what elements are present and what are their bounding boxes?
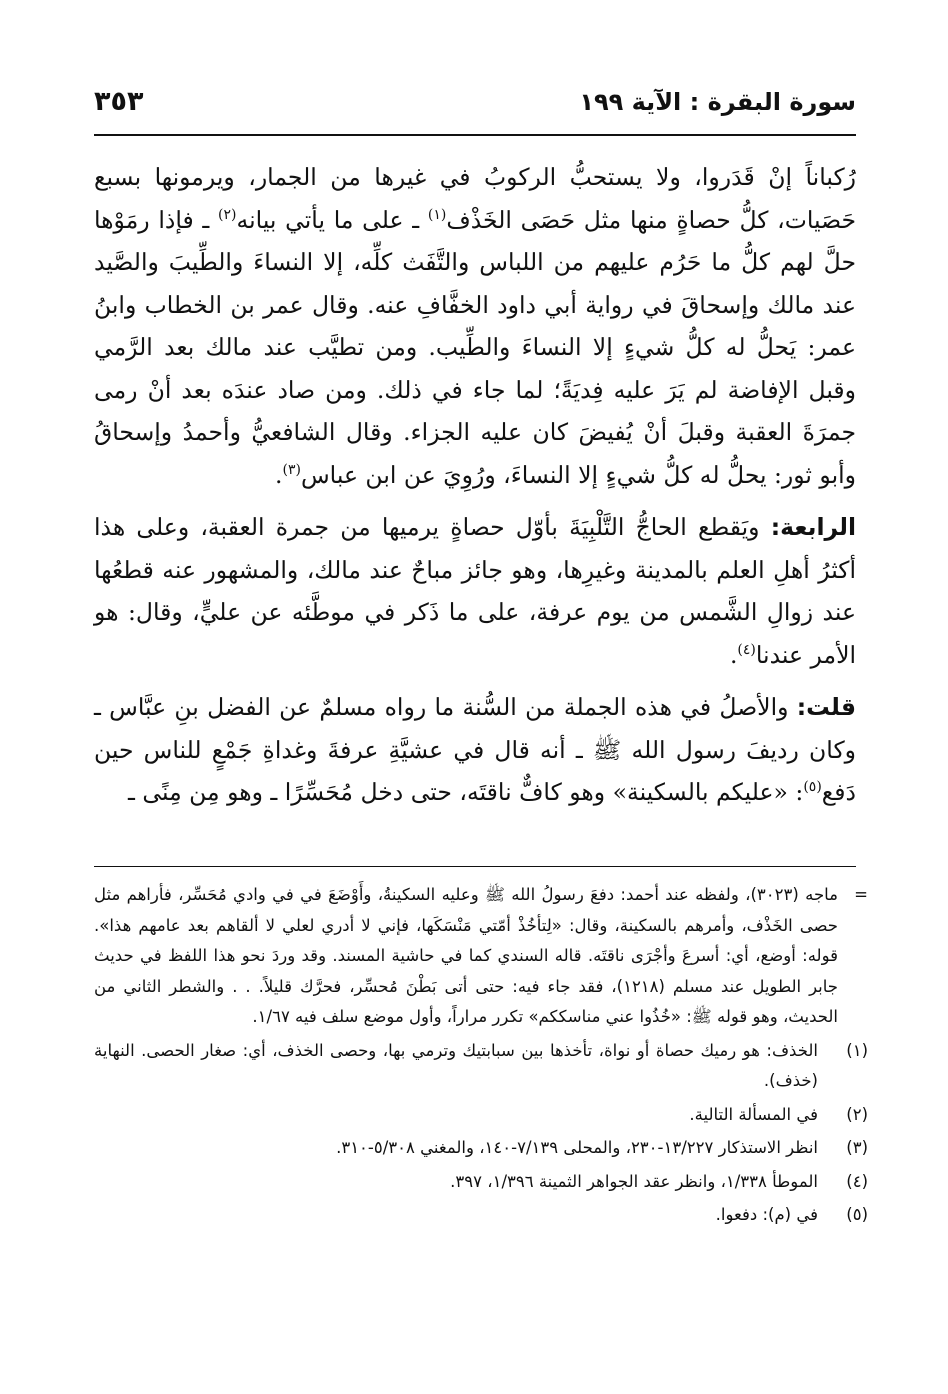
footnote-text: الخذف: هو رميك حصاة أو نواة، تأخذها بين سبابتيك وترمي بها، وحصى الخذف، أي: صغار الحصى. النهاية (خذف). [94, 1040, 818, 1090]
p1-text-2: ـ على ما يأتي بيانه [236, 205, 428, 234]
footnote-1 [94, 1036, 868, 1097]
footnote-text: في المسألة التالية. [689, 1104, 818, 1124]
footnote-number: (١) [846, 1040, 868, 1060]
page-number: ٣٥٣ [94, 86, 144, 117]
issue-heading-fourth: الرابعة: [770, 513, 856, 541]
page-header [94, 84, 856, 130]
header-divider [94, 134, 856, 136]
footnote-5 [94, 1200, 868, 1231]
p1-text-1: رُكباناً إنْ قَدَروا، ولا يستحبُّ الركوبُ في غيرها من الجمار، ويرمونها بسبع حَصَيات، كلُّ حصاةٍ منها مثل حَصَى الخَذْف [94, 163, 857, 234]
footnote-ref-1: (١) [427, 206, 447, 223]
footnote-ref-3: (٣) [282, 461, 301, 478]
footnote-number: (٤) [846, 1171, 868, 1191]
running-title: سورة البقرة : الآية ١٩٩ [579, 88, 856, 116]
p3-text-2: : «عليكم بالسكينة» وهو كافٌّ ناقتَه، حتى دخل مُحَسِّرًا ـ وهو مِن مِنًى ـ [128, 778, 804, 806]
footnote-2 [94, 1100, 868, 1131]
footnote-text: في (م): دفعوا. [715, 1205, 818, 1224]
footnote-divider [94, 866, 856, 867]
footnote-ref-4: (٤) [737, 641, 756, 658]
continuation-text: ماجه (٣٠٢٣)، ولفظه عند أحمد: دفعَ رسولُ الله ﷺ وعليه السكينةُ، وأَوْضَعَ في في وادي مُحَسِّر، فأراهم مثل حصى الخَذْف، وأمرهم بالسكينة، وقال: «لِتأخُذْ أمّتي مَنْسَكَها، فإني لا أدري لعلي لا ألقاهم بعد عامهم هذا». قوله: أوضع، أي: أسرعَ وأجْرَى ناقتَه. قاله السندي كما في حاشية المسند. وقد وردَ نحو هذا اللفظ في حديث جابر الطويل عند مسلم (١٢١٨)، فقد جاء فيه: حتى أتى بَطْنَ مُحسِّر، فحرَّك قليلاً. . . والشطر الثاني من الحديث، وهو قوله ﷺ: «خُذُوا عني مناسككم» تكرر مراراً، وأول موضع سلف فيه ١/٦٧. [94, 885, 839, 1026]
p2-text-2: . [729, 640, 738, 669]
p2-text-1: ويَقطع الحاجُّ التَّلْبِيَةَ بأوّل حصاةٍ يرميها من جمرة العقبة، وعلى هذا أكثرُ أهلِ العلم بالمدينة وغيرِها، وهو جائز مباحٌ عند مالك، والمشهور عنه قطعُها عند زوالِ الشَّمس من يوم عرفة، على ما ذَكر في موطَّئه عن عليٍّ، وقال: هو الأمر عندنا [94, 513, 856, 669]
main-text [94, 156, 856, 824]
p3-text-1: والأصلُ في هذه الجملة من السُّنة ما رواه مسلمٌ عن الفضل بنِ عبَّاس ـ وكان رديفَ رسول الله ﷺ ـ أنه قال في عشيَّةِ عرفةَ وغداةِ جَمْعٍ للناس حين دَفع [94, 693, 856, 806]
paragraph-2 [94, 506, 856, 676]
footnote-continuation [94, 880, 868, 1033]
p1-text-3: ـ فإذا رمَوْها حلَّ لهم كلُّ ما حَرُم عليهم من اللباس والتَّفَث كلِّه، إلا النساءَ والطِّيبَ والصَّيد عند مالك وإسحاقَ في رواية أبي داود الخفَّافِ عنه. وقال عمر بن الخطاب وابنُ عمر: يَحلُّ له كلُّ شيءٍ إلا النساءَ والطِّيب. ومن تطيَّب عند مالك بعد الرَّمي وقبل الإفاضة لم يَرَ عليه فِديَةً؛ لما جاء في ذلك. ومن صاد عندَه بعد أنْ رمى جمرَةَ العقبة وقبلَ أنْ يُفيضَ كان عليه الجزاء. وقال الشافعيُّ وأحمدُ وإسحاقُ وأبو ثور: يحلُّ له كلُّ شيءٍ إلا النساءَ، ورُوِيَ عن ابن عباس [94, 205, 856, 489]
footnote-text: الموطأ ١/٣٣٨، وانظر عقد الجواهر الثمينة ١/٣٩٦، ٣٩٧. [450, 1171, 818, 1191]
footnote-number: (٣) [846, 1138, 868, 1157]
footnotes [94, 880, 868, 1231]
footnote-number: (٢) [846, 1104, 868, 1124]
continuation-mark: = [854, 885, 868, 904]
p1-text-4: . [275, 460, 283, 489]
author-remark-label: قلت: [796, 693, 856, 721]
footnote-ref-5: (٥) [803, 779, 822, 796]
footnote-ref-2: (٢) [218, 206, 237, 223]
footnote-3 [94, 1133, 868, 1164]
footnote-number: (٥) [846, 1205, 868, 1224]
footnote-4 [94, 1167, 868, 1198]
footnote-text: انظر الاستذكار ١٣/٢٢٧-٢٣٠، والمحلى ٧/١٣٩-١٤٠، والمغني ٥/٣٠٨-٣١٠. [336, 1138, 818, 1157]
paragraph-1 [94, 156, 856, 496]
paragraph-3 [94, 686, 856, 814]
